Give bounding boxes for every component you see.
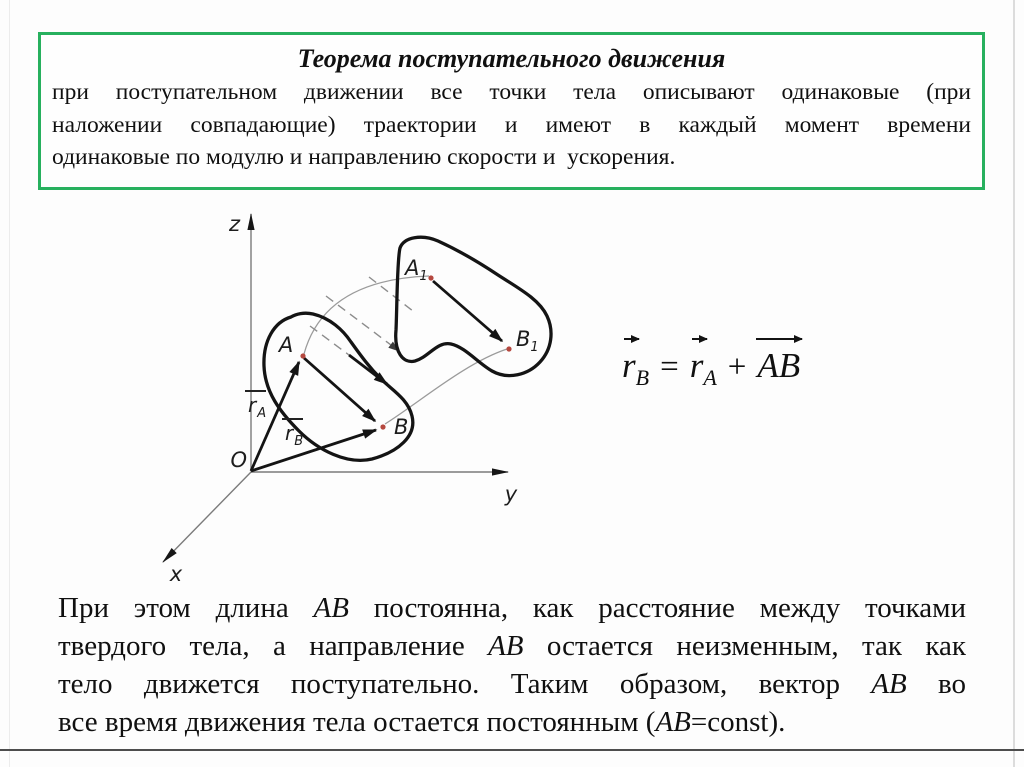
ab-base: AB bbox=[757, 346, 801, 385]
slide-right-edge-line bbox=[1013, 0, 1015, 767]
x-axis-label: x bbox=[169, 562, 183, 586]
slide-bottom-rule bbox=[0, 749, 1024, 751]
text-segment: =const). bbox=[690, 706, 786, 738]
x-axis bbox=[163, 472, 252, 563]
ab-vector-inline: AB bbox=[313, 592, 349, 624]
vector-arrow-icon bbox=[624, 338, 639, 340]
point-b1-label: $B_1$ bbox=[516, 327, 539, 355]
vector-a1-to-b1 bbox=[433, 281, 502, 341]
theorem-text-line-3: одинаковые по модулю и направлению скорости и ускорения. bbox=[52, 144, 676, 170]
ab-vector-inline: AB bbox=[655, 706, 691, 738]
paragraph-line-1 bbox=[58, 589, 966, 627]
text-segment: твердого тела, а направление bbox=[58, 630, 489, 662]
equals-sign: = bbox=[660, 349, 679, 385]
r-b-base: r bbox=[622, 346, 636, 385]
r-a-subscript: A bbox=[703, 365, 717, 390]
z-axis-label: z bbox=[228, 212, 240, 236]
slide-left-edge-line bbox=[9, 0, 10, 767]
translational-motion-diagram bbox=[140, 200, 585, 600]
vector-arrow-icon bbox=[756, 338, 802, 340]
vector-o-to-b bbox=[251, 430, 376, 471]
text-segment: все время движения тела остается постоянным ( bbox=[58, 706, 656, 738]
point-a1-dot bbox=[428, 275, 433, 280]
ab-vector-inline: AB bbox=[871, 668, 907, 700]
radius-vector-b-label: $r_B$ bbox=[285, 421, 304, 449]
point-markers bbox=[300, 275, 511, 429]
diagram-labels bbox=[169, 212, 539, 586]
point-b1-dot bbox=[506, 346, 511, 351]
r-a-base: r bbox=[689, 346, 704, 385]
ab-vector-inline: AB bbox=[488, 630, 524, 662]
paragraph-line-4 bbox=[58, 703, 966, 741]
text-segment: тело движется поступательно. Таким образом, вектор bbox=[58, 668, 872, 700]
theorem-text-line-2: наложении совпадающие) траектории и имеют в каждый момент времени bbox=[52, 111, 971, 138]
paragraph-line-2 bbox=[58, 627, 966, 665]
plus-sign: + bbox=[727, 349, 747, 385]
vector-equation bbox=[622, 334, 801, 390]
text-segment: во bbox=[906, 668, 966, 700]
point-b-label: B bbox=[394, 415, 409, 439]
text-segment: остается неизменным, так как bbox=[523, 630, 966, 662]
text-segment: постоянна, как расстояние между точками bbox=[348, 592, 966, 624]
theorem-text-line-1: при поступательном движении все точки тела описывают одинаковые (при bbox=[52, 79, 971, 105]
radius-vector-a-label: $r_A$ bbox=[248, 393, 267, 421]
paragraph-line-3 bbox=[58, 665, 966, 703]
coordinate-axes bbox=[163, 214, 508, 562]
dashed-segment-middle bbox=[326, 296, 399, 351]
vector-arrow-icon bbox=[692, 338, 707, 340]
explanation-paragraph bbox=[58, 589, 966, 741]
r-b-vector-term bbox=[622, 334, 649, 391]
r-b-subscript: B bbox=[635, 365, 650, 390]
ab-vector-term bbox=[757, 334, 800, 386]
theorem-title: Теорема поступательного движения bbox=[297, 44, 726, 73]
origin-label: O bbox=[230, 448, 247, 472]
vector-intermediate-ab bbox=[349, 355, 387, 384]
y-axis-label: y bbox=[504, 482, 518, 506]
r-a-vector-term bbox=[690, 334, 717, 391]
point-a-dot bbox=[300, 353, 305, 358]
theorem-box bbox=[38, 32, 985, 190]
dashed-segment-upper bbox=[369, 277, 413, 311]
point-a1-label: $A_1$ bbox=[405, 256, 428, 284]
text-segment: При этом длина bbox=[58, 592, 314, 624]
trajectory-a-to-a1 bbox=[304, 276, 429, 354]
point-a-label: A bbox=[278, 333, 294, 357]
point-b-dot bbox=[380, 424, 385, 429]
